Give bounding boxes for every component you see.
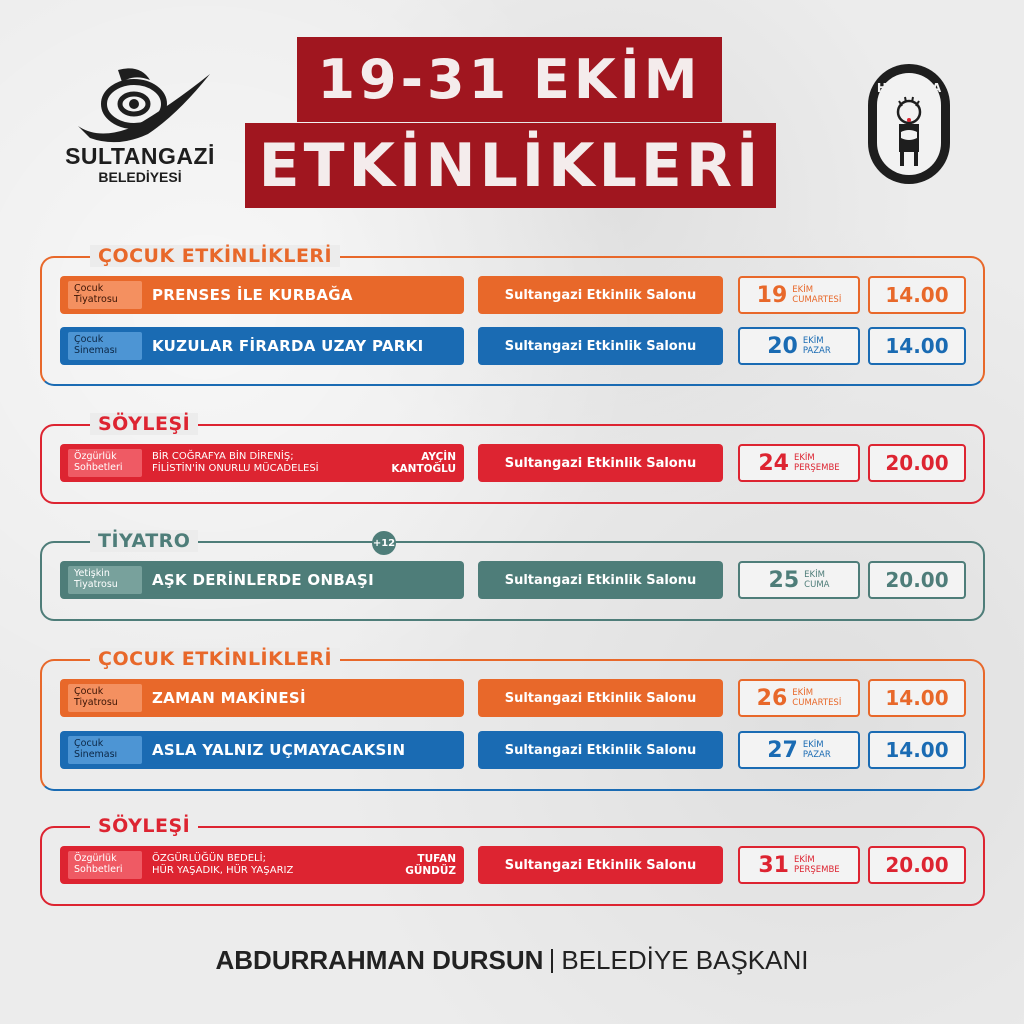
event-row[interactable] xyxy=(60,561,970,601)
venue-label: Sultangazi Etkinlik Salonu xyxy=(478,679,723,717)
category-tag: Çocuk Sineması xyxy=(68,332,142,360)
event-row[interactable] xyxy=(60,679,970,719)
category-tag: Özgürlük Sohbetleri xyxy=(68,449,142,477)
time-box: 14.00 xyxy=(868,276,966,314)
event-title-bar xyxy=(60,276,464,314)
event-title: AŞK DERİNLERDE ONBAŞI xyxy=(152,571,374,589)
hanzala-badge-icon xyxy=(866,62,952,186)
event-title: ZAMAN MAKİNESİ xyxy=(152,689,306,707)
hanzala-name: HANZALA xyxy=(876,81,942,95)
section-title: TİYATRO xyxy=(90,530,198,552)
event-title-bar xyxy=(60,561,464,599)
date-month-weekday: EKİM PAZAR xyxy=(802,336,831,356)
date-month-weekday: EKİM CUMA xyxy=(804,570,830,590)
date-box xyxy=(738,444,860,482)
time-box: 14.00 xyxy=(868,327,966,365)
event-title-bar xyxy=(60,327,464,365)
section-children-2 xyxy=(40,648,985,791)
footer-divider xyxy=(551,949,553,973)
date-month-weekday: EKİM PAZAR xyxy=(802,740,831,760)
date-day: 31 xyxy=(758,852,789,878)
category-tag: Yetişkin Tiyatrosu xyxy=(68,566,142,594)
section-theatre xyxy=(40,530,985,621)
page-title-line1: 19-31 EKİM xyxy=(297,37,722,122)
date-month-weekday: EKİM CUMARTESİ xyxy=(792,688,842,708)
sultangazi-logo xyxy=(60,66,220,186)
date-box xyxy=(738,731,860,769)
event-title: ASLA YALNIZ UÇMAYACAKSIN xyxy=(152,741,406,759)
event-row[interactable] xyxy=(60,276,970,316)
date-day: 24 xyxy=(758,450,789,476)
mayor-role: BELEDİYE BAŞKANI xyxy=(561,945,809,975)
event-row[interactable] xyxy=(60,846,970,886)
category-tag: Özgürlük Sohbetleri xyxy=(68,851,142,879)
venue-label: Sultangazi Etkinlik Salonu xyxy=(478,731,723,769)
sultangazi-emblem-icon xyxy=(60,66,220,146)
category-tag: Çocuk Sineması xyxy=(68,736,142,764)
event-title: KUZULAR FİRARDA UZAY PARKI xyxy=(152,337,424,355)
event-title: ÖZGÜRLÜĞÜN BEDELİ; HÜR YAŞADIK, HÜR YAŞARIZ xyxy=(152,853,294,876)
time-box: 20.00 xyxy=(868,561,966,599)
age-rating-badge: +12 xyxy=(372,531,396,555)
date-month-weekday: EKİM PERŞEMBE xyxy=(793,855,840,875)
page-title-line2: ETKİNLİKLERİ xyxy=(245,123,776,208)
date-box xyxy=(738,846,860,884)
date-day: 26 xyxy=(756,685,788,711)
date-box xyxy=(738,561,860,599)
date-box xyxy=(738,276,860,314)
event-title-bar xyxy=(60,679,464,717)
event-title: BİR COĞRAFYA BİN DİRENİŞ; FİLİSTİN'İN ONURLU MÜCADELESİ xyxy=(152,451,319,474)
date-day: 20 xyxy=(767,333,798,359)
section-talk-2 xyxy=(40,815,985,906)
section-title: ÇOCUK ETKİNLİKLERİ xyxy=(90,648,340,670)
time-box: 20.00 xyxy=(868,444,966,482)
date-box xyxy=(738,327,860,365)
date-day: 25 xyxy=(768,567,800,593)
event-row[interactable] xyxy=(60,444,970,484)
speaker-name: AYÇİN KANTOĞLU xyxy=(391,451,456,475)
hanzala-logo xyxy=(866,62,952,186)
venue-label: Sultangazi Etkinlik Salonu xyxy=(478,561,723,599)
event-row[interactable] xyxy=(60,731,970,771)
logo-name: SULTANGAZİ xyxy=(65,143,215,169)
footer-signature xyxy=(0,945,1024,976)
category-tag: Çocuk Tiyatrosu xyxy=(68,684,142,712)
time-box: 20.00 xyxy=(868,846,966,884)
venue-label: Sultangazi Etkinlik Salonu xyxy=(478,276,723,314)
section-talk-1 xyxy=(40,413,985,504)
date-month-weekday: EKİM CUMARTESİ xyxy=(792,285,842,305)
time-box: 14.00 xyxy=(868,731,966,769)
event-title-bar xyxy=(60,846,464,884)
date-day: 27 xyxy=(767,737,798,763)
date-month-weekday: EKİM PERŞEMBE xyxy=(793,453,840,473)
date-day: 19 xyxy=(756,282,788,308)
date-box xyxy=(738,679,860,717)
section-title: ÇOCUK ETKİNLİKLERİ xyxy=(90,245,340,267)
category-tag: Çocuk Tiyatrosu xyxy=(68,281,142,309)
venue-label: Sultangazi Etkinlik Salonu xyxy=(478,327,723,365)
venue-label: Sultangazi Etkinlik Salonu xyxy=(478,846,723,884)
section-title: SÖYLEŞİ xyxy=(90,413,198,435)
section-children-1 xyxy=(40,245,985,386)
event-row[interactable] xyxy=(60,327,970,367)
event-title-bar xyxy=(60,731,464,769)
time-box: 14.00 xyxy=(868,679,966,717)
event-title-bar xyxy=(60,444,464,482)
section-title: SÖYLEŞİ xyxy=(90,815,198,837)
venue-label: Sultangazi Etkinlik Salonu xyxy=(478,444,723,482)
mayor-name: ABDURRAHMAN DURSUN xyxy=(215,945,544,975)
logo-subtitle: BELEDİYESİ xyxy=(98,169,182,185)
event-title: PRENSES İLE KURBAĞA xyxy=(152,286,353,304)
speaker-name: TUFAN GÜNDÜZ xyxy=(405,853,456,877)
